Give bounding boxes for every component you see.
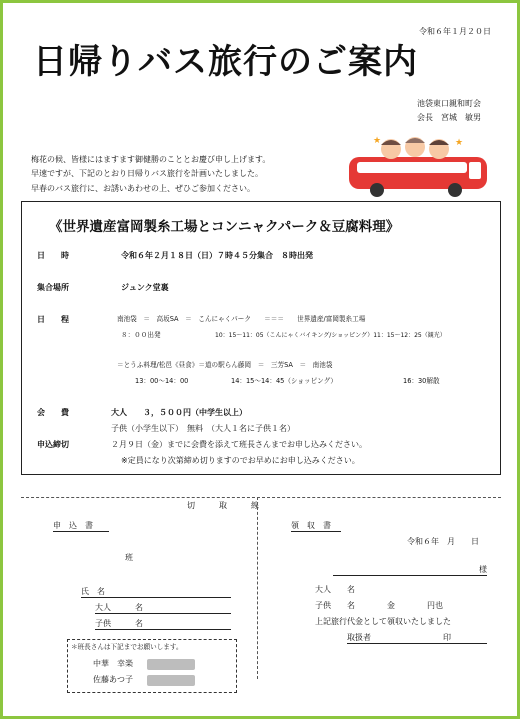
schedule-label: 日 程 [37,315,69,324]
application-name-label: 氏 名 [81,587,231,598]
contact-2: 佐藤あつ子 [93,675,133,684]
meeting-place-label: 集合場所 [37,283,69,292]
intro-line-1: 梅花の候、皆様にはますます御健勝のこととお慶び申し上げます。 [31,155,271,164]
date-value: 令和６年２月１８日（日）７時４５分集合 ８時出発 [121,251,313,260]
route-1-time-2: 10：15〜11：05（こんにゃくバイキング/ショッピング）11：15〜12：25（観光） [215,332,446,339]
cut-line-label: 切 取 線 [183,501,263,511]
application-han: 班 [125,553,133,562]
deadline-note: ※定員になり次第締め切りますのでお早めにお申し込みください。 [121,456,360,465]
svg-text:★: ★ [455,138,464,148]
cut-line [21,497,501,498]
fee-label: 会 費 [37,408,69,417]
redacted-phone-2 [147,675,195,686]
application-title: 申 込 書 [53,521,109,532]
route-2-time-3: 16：30解散 [403,377,440,385]
contact-1: 中華 幸楽 [93,659,133,668]
route-2-time-1: 13：00〜14：00 [135,377,189,385]
route-line-1: 南池袋 ＝ 高坂SA ＝ こんにゃくパーク ＝＝＝ 世界遺産/富岡製糸工場 [117,315,366,323]
vertical-cut-line [257,497,258,679]
route-line-2: ＝とうふ料理/松邑《昼食》＝道の駅らん藤岡 ＝ 三芳SA ＝ 南池袋 [117,361,333,369]
president: 会長 宮城 敏男 [417,113,481,122]
page-title: 日帰りバス旅行のご案内 [33,42,418,82]
contact-note: ＊班長さんは下記までお願いします。 [71,643,183,651]
receipt-sama: 様 [333,565,487,576]
deadline-value: ２月９日（金）までに会費を添えて班長さんまでお申し込みください。 [111,440,367,449]
receipt-date: 令和６年 月 日 [407,537,479,546]
fee-adult: 大人 ３，５００円（中学生以上） [111,408,247,417]
svg-text:★: ★ [373,136,382,146]
receipt-text: 上記旅行代金として領収いたしました [315,617,451,626]
route-2-time-2: 14：15〜14：45（ショッピング） [231,377,338,385]
intro-line-2: 早速ですが、下記のとおり日帰りバス旅行を計画いたしました。 [31,169,263,178]
redacted-phone-1 [147,659,195,670]
bus-illustration [343,135,493,199]
meeting-place-value: ジュンク堂裏 [121,283,169,292]
receipt-adults: 大人 名 [315,585,355,594]
fee-child: 子供（小学生以下） 無料 （大人１名に子供１名） [111,424,295,433]
intro-line-3: 早春のバス旅行に、お誘いあわせの上、ぜひご参加ください。 [31,184,255,193]
route-1-time-1: ８：００出発 [121,331,161,339]
receipt-title: 領 収 書 [291,521,341,532]
event-title: 《世界遺産富岡製糸工場とコンニャクパーク＆豆腐料理》 [49,219,400,235]
receipt-handler: 取扱者 印 [347,633,487,644]
application-adults: 大人 名 [95,603,231,614]
issue-date: 令和６年１月２０日 [419,27,491,36]
date-label: 日 時 [37,251,69,260]
receipt-children-amount: 子供 名 金 円也 [315,601,443,610]
deadline-label: 申込締切 [37,440,69,449]
organization: 池袋東口親和町会 [417,99,481,108]
application-children: 子供 名 [95,619,231,630]
